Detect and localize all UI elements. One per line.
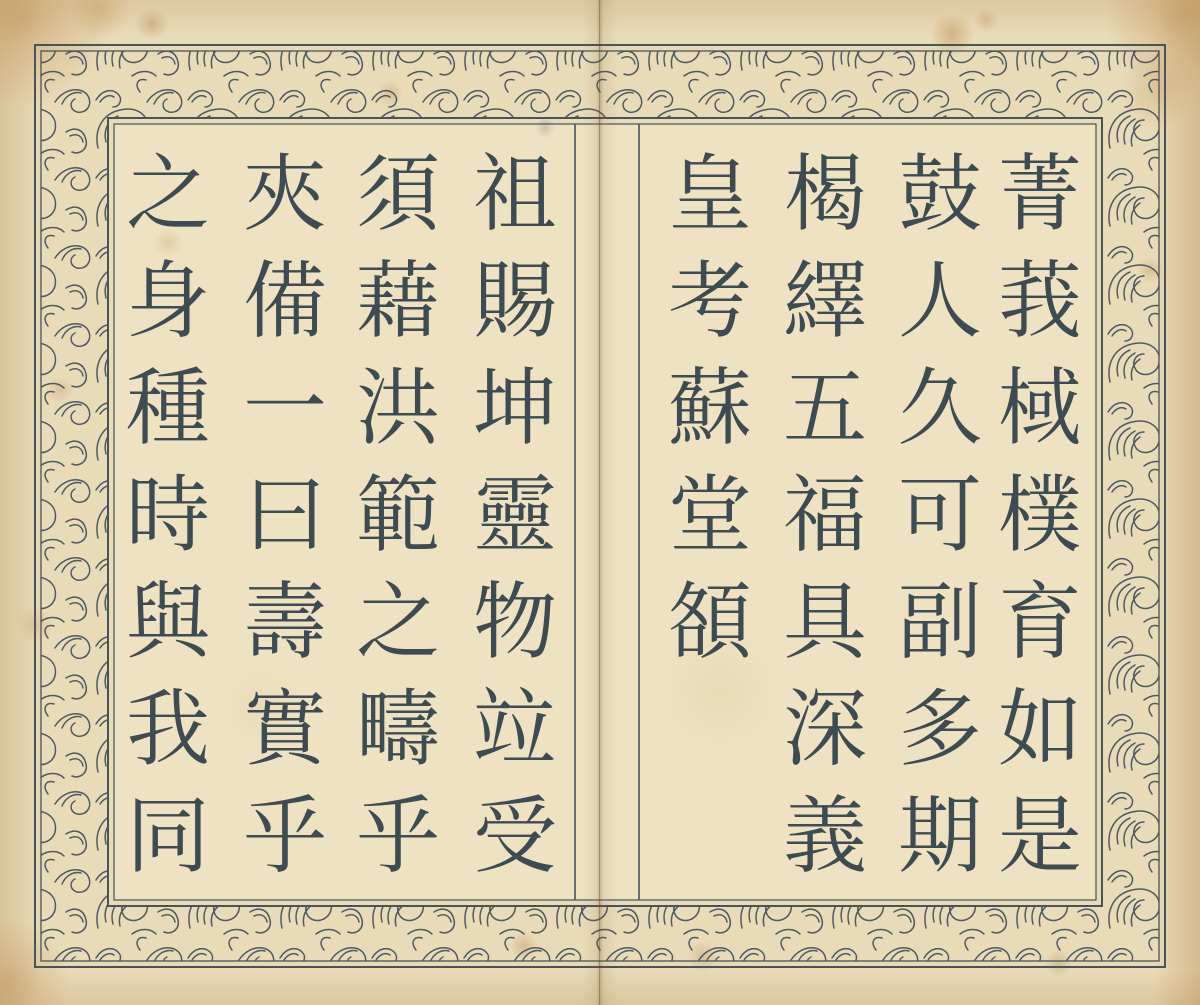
seal-character: 疇 xyxy=(355,679,440,778)
seal-character: 受 xyxy=(472,786,557,885)
seal-character: 義 xyxy=(782,786,867,885)
center-fold-crease xyxy=(582,0,618,1005)
seal-character: 育 xyxy=(997,572,1082,671)
seal-character: 堂 xyxy=(667,465,752,564)
right-page-column-1 xyxy=(985,140,1095,889)
seal-character: 祖 xyxy=(472,144,557,243)
right-page-column-4 xyxy=(655,140,765,675)
left-page-column-1 xyxy=(460,140,570,889)
left-page-column-3 xyxy=(230,140,340,889)
seal-character: 範 xyxy=(355,465,440,564)
seal-character: 可 xyxy=(897,465,982,564)
seal-character: 乎 xyxy=(355,786,440,885)
seal-character: 福 xyxy=(782,465,867,564)
right-page-column-3 xyxy=(770,140,880,889)
seal-character: 鼓 xyxy=(897,144,982,243)
seal-character: 副 xyxy=(897,572,982,671)
seal-character: 一 xyxy=(242,358,327,457)
seal-character: 我 xyxy=(125,679,210,778)
seal-character: 棫 xyxy=(997,358,1082,457)
left-page-column-2 xyxy=(343,140,453,889)
seal-character: 是 xyxy=(997,786,1082,885)
seal-character: 同 xyxy=(125,786,210,885)
seal-character: 竝 xyxy=(472,679,557,778)
seal-character: 時 xyxy=(125,465,210,564)
seal-character: 坤 xyxy=(472,358,557,457)
seal-character: 繹 xyxy=(782,251,867,350)
seal-character: 皇 xyxy=(667,144,752,243)
seal-character: 夾 xyxy=(242,144,327,243)
seal-character: 之 xyxy=(355,572,440,671)
seal-character: 深 xyxy=(782,679,867,778)
seal-character: 身 xyxy=(125,251,210,350)
seal-character: 考 xyxy=(667,251,752,350)
seal-character: 莪 xyxy=(997,251,1082,350)
seal-character: 具 xyxy=(782,572,867,671)
seal-character: 久 xyxy=(897,358,982,457)
seal-character: 人 xyxy=(897,251,982,350)
seal-character: 物 xyxy=(472,572,557,671)
seal-character: 種 xyxy=(125,358,210,457)
seal-character: 壽 xyxy=(242,572,327,671)
right-page-column-2 xyxy=(885,140,995,889)
seal-character: 靈 xyxy=(472,465,557,564)
seal-character: 實 xyxy=(242,679,327,778)
seal-character: 備 xyxy=(242,251,327,350)
seal-character: 菁 xyxy=(997,144,1082,243)
seal-character: 乎 xyxy=(242,786,327,885)
seal-character: 五 xyxy=(782,358,867,457)
seal-character: 與 xyxy=(125,572,210,671)
seal-character: 樸 xyxy=(997,465,1082,564)
left-page-column-4 xyxy=(113,140,223,889)
seal-character: 洪 xyxy=(355,358,440,457)
seal-character: 蘇 xyxy=(667,358,752,457)
seal-character: 頟 xyxy=(667,572,752,671)
seal-character: 賜 xyxy=(472,251,557,350)
seal-character: 如 xyxy=(997,679,1082,778)
seal-character: 楬 xyxy=(782,144,867,243)
seal-character: 之 xyxy=(125,144,210,243)
seal-character: 須 xyxy=(355,144,440,243)
seal-character: 多 xyxy=(897,679,982,778)
seal-character: 藉 xyxy=(355,251,440,350)
seal-character: 期 xyxy=(897,786,982,885)
seal-character: 曰 xyxy=(242,465,327,564)
